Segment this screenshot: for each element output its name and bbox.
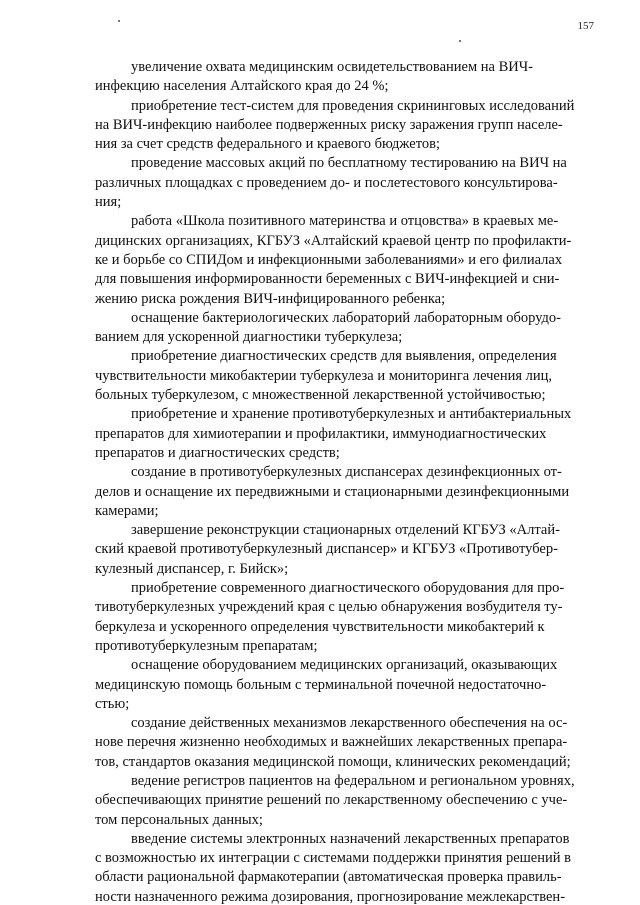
paragraph: завершение реконструкции стационарных отделений КГБУЗ «Алтай- ский краевой противотуберкулезный диспансер» и КГБУЗ «Противотубер- кулезный диспансер, г. Бийск»; — [95, 522, 560, 577]
paragraph: приобретение тест-систем для проведения скрининговых исследований на ВИЧ-инфекцию наиболее подверженных риску заражения групп населе- ния за счет средств федерального и краевого бюджетов; — [95, 97, 575, 153]
paragraph: проведение массовых акций по бесплатному тестированию на ВИЧ на различных площадках с проведением до- и послетестового консультирова- ния; — [95, 155, 567, 211]
scan-speck — [459, 40, 461, 42]
paragraph: приобретение современного диагностического оборудования для про- тивотуберкулезных учреждений края с целью обнаружения возбудителя ту- беркулеза и ускоренного определения чувствительности микобактерий к противотуберкулезным препаратам; — [95, 580, 565, 654]
paragraph: ведение регистров пациентов на федеральном и региональном уровнях, обеспечивающих принятие решений по лекарственному обеспечению с уче- том персональных данных; — [95, 772, 575, 828]
page-number: 157 — [577, 20, 594, 32]
scan-speck — [118, 20, 120, 22]
document-body — [95, 58, 595, 905]
paragraph: работа «Школа позитивного материнства и отцовства» в краевых ме- дицинских организациях, КГБУЗ «Алтайский краевой центр по профилакти- ке и борьбе со СПИДом и инфекционными заболеваниями» и его филиалах для повышения информированности беременных с ВИЧ-инфекцией и сни- жению риска рождения ВИЧ-инфицированного ребенка; — [95, 213, 572, 307]
paragraph: введение системы электронных назначений лекарственных препаратов с возможностью их интеграции с системами поддержки принятия решений в области рациональной фармакотерапии (автоматическая проверка правиль- ности назначенного режима дозирования, прогнозирование межлекарствен- — [95, 830, 571, 905]
paragraph: приобретение диагностических средств для выявления, определения чувствительности микобактерии туберкулеза и мониторинга лечения лиц, больных туберкулезом, с множественной лекарственной устойчивостью; — [95, 348, 557, 404]
paragraph: увеличение охвата медицинским освидетельствованием на ВИЧ- инфекцию населения Алтайского края до 24 %; — [95, 59, 533, 95]
paragraph: создание в противотуберкулезных диспансерах дезинфекционных от- делов и оснащение их передвижными и стационарными дезинфекционными камерами; — [95, 464, 570, 519]
paragraph: создание действенных механизмов лекарственного обеспечения на ос- нове перечня жизненно необходимых и важнейших лекарственных препара- тов, стандартов оказания медицинской помощи, клинических рекомендаций; — [95, 715, 571, 770]
paragraph: оснащение оборудованием медицинских организаций, оказывающих медицинскую помощь больным с терминальной почечной недостаточно- стью; — [95, 657, 558, 712]
paragraph: оснащение бактериологических лабораторий лабораторным оборудо- ванием для ускоренной диагностики туберкулеза; — [95, 309, 562, 346]
paragraph: приобретение и хранение противотуберкулезных и антибактериальных препаратов для химиотерапии и профилактики, иммунодиагностических препаратов и диагностических средств; — [95, 406, 572, 461]
